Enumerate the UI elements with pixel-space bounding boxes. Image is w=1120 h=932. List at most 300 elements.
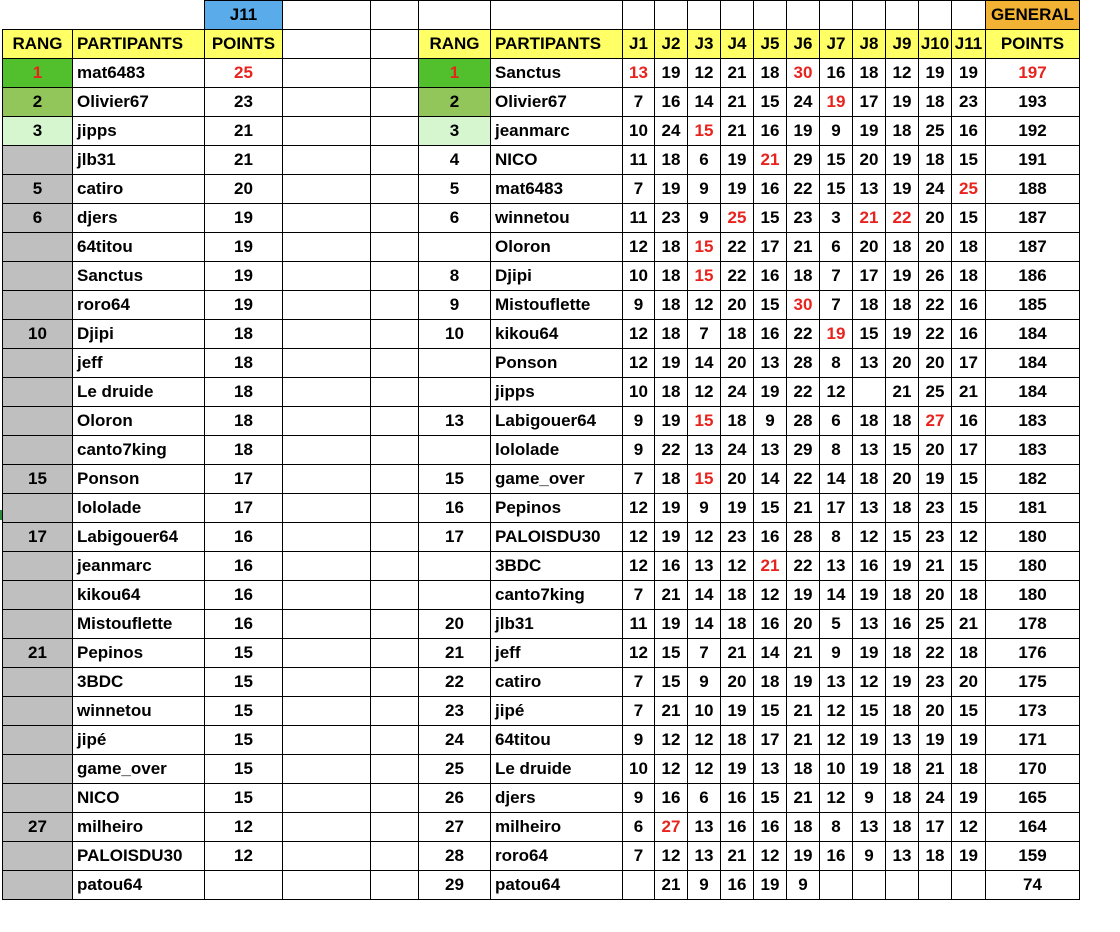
round-score: 18 bbox=[886, 117, 919, 146]
rank-cell bbox=[3, 755, 73, 784]
rank-cell bbox=[3, 291, 73, 320]
round-score: 24 bbox=[919, 784, 952, 813]
spacer-row bbox=[283, 233, 419, 262]
round-score: 20 bbox=[853, 233, 886, 262]
points-cell: 17 bbox=[205, 494, 283, 523]
round-score: 21 bbox=[655, 871, 688, 900]
round-score: 21 bbox=[754, 146, 787, 175]
round-score: 21 bbox=[754, 552, 787, 581]
empty-cell bbox=[371, 436, 419, 465]
participant-name: roro64 bbox=[491, 842, 623, 871]
empty-cell bbox=[283, 755, 371, 784]
table-row bbox=[3, 552, 283, 581]
participant-name: Mistouflette bbox=[491, 291, 623, 320]
round-score: 11 bbox=[623, 146, 655, 175]
empty-cell bbox=[371, 262, 419, 291]
empty-cell bbox=[371, 668, 419, 697]
empty-cell bbox=[371, 523, 419, 552]
round-score: 12 bbox=[952, 813, 986, 842]
participant-name: Pepinos bbox=[491, 494, 623, 523]
empty-cell bbox=[283, 59, 371, 88]
round-score: 18 bbox=[655, 146, 688, 175]
participant-name: milheiro bbox=[73, 813, 205, 842]
participant-name: jipps bbox=[73, 117, 205, 146]
empty-cell bbox=[371, 755, 419, 784]
round-score: 9 bbox=[623, 436, 655, 465]
round-score: 17 bbox=[820, 494, 853, 523]
spacer-row bbox=[283, 378, 419, 407]
participant-name: Oloron bbox=[491, 233, 623, 262]
round-score: 18 bbox=[655, 233, 688, 262]
points-cell: 16 bbox=[205, 581, 283, 610]
round-score bbox=[623, 871, 655, 900]
round-score: 15 bbox=[754, 88, 787, 117]
round-score: 13 bbox=[853, 175, 886, 204]
empty-cell bbox=[283, 871, 371, 900]
round-score: 13 bbox=[853, 813, 886, 842]
round-score: 21 bbox=[853, 204, 886, 233]
round-score: 19 bbox=[886, 146, 919, 175]
round-score: 19 bbox=[655, 407, 688, 436]
round-score: 20 bbox=[721, 349, 754, 378]
round-score: 7 bbox=[623, 668, 655, 697]
round-score: 16 bbox=[754, 320, 787, 349]
points-cell: 15 bbox=[205, 639, 283, 668]
empty-cell bbox=[721, 1, 754, 30]
rank-cell: 21 bbox=[3, 639, 73, 668]
rank-cell: 9 bbox=[419, 291, 491, 320]
spacer-row bbox=[283, 610, 419, 639]
round-score: 21 bbox=[886, 378, 919, 407]
round-score: 12 bbox=[688, 59, 721, 88]
round-header: J7 bbox=[820, 30, 853, 59]
round-score: 6 bbox=[688, 784, 721, 813]
rank-cell: 28 bbox=[419, 842, 491, 871]
spacer-row bbox=[283, 552, 419, 581]
round-score: 21 bbox=[787, 697, 820, 726]
total-points: 184 bbox=[986, 378, 1080, 407]
round-score: 12 bbox=[688, 378, 721, 407]
empty-cell bbox=[371, 639, 419, 668]
rank-cell: 10 bbox=[419, 320, 491, 349]
round-score: 19 bbox=[721, 755, 754, 784]
total-header: POINTS bbox=[986, 30, 1080, 59]
table-row bbox=[3, 755, 283, 784]
empty-cell bbox=[283, 813, 371, 842]
table-row bbox=[419, 871, 1080, 900]
round-score: 9 bbox=[754, 407, 787, 436]
empty-cell bbox=[419, 1, 491, 30]
round-score: 20 bbox=[853, 146, 886, 175]
round-score: 24 bbox=[721, 378, 754, 407]
round-score: 14 bbox=[688, 88, 721, 117]
round-header: J1 bbox=[623, 30, 655, 59]
round-score bbox=[853, 378, 886, 407]
table-row bbox=[3, 871, 283, 900]
round-score: 12 bbox=[623, 494, 655, 523]
table-row bbox=[419, 494, 1080, 523]
spacer-row bbox=[283, 262, 419, 291]
rank-cell: 10 bbox=[3, 320, 73, 349]
round-score: 19 bbox=[820, 320, 853, 349]
round-score: 19 bbox=[952, 842, 986, 871]
round-score: 12 bbox=[623, 349, 655, 378]
round-score: 6 bbox=[688, 146, 721, 175]
participant-name: Labigouer64 bbox=[73, 523, 205, 552]
round-score: 12 bbox=[623, 552, 655, 581]
rank-cell: 23 bbox=[419, 697, 491, 726]
rank-cell bbox=[3, 233, 73, 262]
round-score: 19 bbox=[886, 262, 919, 291]
empty-cell bbox=[371, 581, 419, 610]
participant-name: Sanctus bbox=[491, 59, 623, 88]
empty-cell bbox=[283, 30, 371, 59]
round-score: 18 bbox=[952, 262, 986, 291]
rank-cell: 21 bbox=[419, 639, 491, 668]
round-score: 18 bbox=[655, 378, 688, 407]
round-score: 15 bbox=[688, 262, 721, 291]
round-score: 19 bbox=[952, 784, 986, 813]
total-points: 74 bbox=[986, 871, 1080, 900]
total-points: 180 bbox=[986, 552, 1080, 581]
round-score: 27 bbox=[919, 407, 952, 436]
round-header: J9 bbox=[886, 30, 919, 59]
table-row bbox=[419, 552, 1080, 581]
round-score: 21 bbox=[919, 755, 952, 784]
points-cell: 18 bbox=[205, 378, 283, 407]
total-points: 188 bbox=[986, 175, 1080, 204]
round-score: 18 bbox=[886, 755, 919, 784]
round-score: 18 bbox=[787, 755, 820, 784]
round-score: 16 bbox=[952, 320, 986, 349]
participant-name: Ponson bbox=[491, 349, 623, 378]
round-score: 12 bbox=[655, 726, 688, 755]
round-score: 16 bbox=[655, 552, 688, 581]
round-score: 22 bbox=[919, 639, 952, 668]
total-points: 183 bbox=[986, 436, 1080, 465]
round-score: 13 bbox=[754, 349, 787, 378]
round-score: 21 bbox=[721, 88, 754, 117]
round-score: 21 bbox=[787, 784, 820, 813]
round-score: 23 bbox=[655, 204, 688, 233]
round-score: 15 bbox=[820, 175, 853, 204]
round-score: 22 bbox=[886, 204, 919, 233]
round-score: 16 bbox=[754, 117, 787, 146]
round-score: 12 bbox=[820, 784, 853, 813]
spacer-row bbox=[283, 117, 419, 146]
round-score: 25 bbox=[919, 117, 952, 146]
round-score: 8 bbox=[820, 813, 853, 842]
round-score: 15 bbox=[688, 407, 721, 436]
round-label-row bbox=[3, 1, 283, 30]
table-row bbox=[419, 291, 1080, 320]
participant-name: Djipi bbox=[73, 320, 205, 349]
empty-cell bbox=[283, 465, 371, 494]
round-score: 20 bbox=[919, 436, 952, 465]
round-score: 15 bbox=[886, 436, 919, 465]
total-points: 197 bbox=[986, 59, 1080, 88]
round-score: 10 bbox=[623, 262, 655, 291]
round-score: 28 bbox=[787, 523, 820, 552]
round-score: 25 bbox=[952, 175, 986, 204]
round-score: 16 bbox=[754, 262, 787, 291]
rank-cell bbox=[3, 494, 73, 523]
table-row bbox=[3, 407, 283, 436]
table-row bbox=[3, 610, 283, 639]
header-row bbox=[419, 30, 1080, 59]
round-score: 6 bbox=[820, 407, 853, 436]
total-points: 185 bbox=[986, 291, 1080, 320]
participant-name: lololade bbox=[73, 494, 205, 523]
spacer-row bbox=[283, 407, 419, 436]
spacer-row bbox=[283, 320, 419, 349]
round-score: 16 bbox=[754, 175, 787, 204]
round-score: 18 bbox=[853, 291, 886, 320]
round-score: 10 bbox=[820, 755, 853, 784]
round-score: 15 bbox=[688, 117, 721, 146]
empty-cell bbox=[952, 1, 986, 30]
table-row bbox=[3, 813, 283, 842]
rank-cell bbox=[3, 697, 73, 726]
round-score: 21 bbox=[919, 552, 952, 581]
empty-cell bbox=[371, 784, 419, 813]
points-cell: 19 bbox=[205, 233, 283, 262]
table-row bbox=[3, 842, 283, 871]
round-score: 13 bbox=[688, 813, 721, 842]
rank-cell: 25 bbox=[419, 755, 491, 784]
rank-cell: 15 bbox=[3, 465, 73, 494]
round-score: 19 bbox=[721, 175, 754, 204]
round-score: 16 bbox=[820, 59, 853, 88]
participant-name: milheiro bbox=[491, 813, 623, 842]
round-score: 18 bbox=[853, 59, 886, 88]
round-score: 18 bbox=[721, 407, 754, 436]
round-score: 18 bbox=[952, 233, 986, 262]
round-score: 18 bbox=[754, 668, 787, 697]
round-score: 15 bbox=[952, 552, 986, 581]
round-score: 9 bbox=[820, 639, 853, 668]
rank-cell: 5 bbox=[3, 175, 73, 204]
round-score: 20 bbox=[787, 610, 820, 639]
participants-header: PARTIPANTS bbox=[491, 30, 623, 59]
round-score: 27 bbox=[655, 813, 688, 842]
points-cell bbox=[205, 871, 283, 900]
round-score: 26 bbox=[919, 262, 952, 291]
participant-name: Le druide bbox=[73, 378, 205, 407]
round-score: 18 bbox=[655, 465, 688, 494]
rank-cell bbox=[3, 610, 73, 639]
spacer-row bbox=[283, 1, 419, 30]
empty-cell bbox=[283, 784, 371, 813]
empty-cell bbox=[371, 842, 419, 871]
header-row bbox=[3, 30, 283, 59]
round-score: 19 bbox=[886, 668, 919, 697]
round-score: 19 bbox=[886, 175, 919, 204]
empty-cell bbox=[371, 552, 419, 581]
participant-name: 3BDC bbox=[73, 668, 205, 697]
spacer-row bbox=[283, 436, 419, 465]
round-score: 8 bbox=[820, 436, 853, 465]
empty-cell bbox=[371, 59, 419, 88]
rank-cell bbox=[3, 871, 73, 900]
round-score: 9 bbox=[623, 784, 655, 813]
round-score: 18 bbox=[721, 320, 754, 349]
spacer-columns bbox=[282, 0, 419, 900]
participant-name: kikou64 bbox=[491, 320, 623, 349]
round-score: 19 bbox=[655, 494, 688, 523]
round-score: 13 bbox=[820, 552, 853, 581]
rank-cell: 1 bbox=[419, 59, 491, 88]
round-score: 19 bbox=[919, 59, 952, 88]
participant-name: Labigouer64 bbox=[491, 407, 623, 436]
table-row bbox=[419, 59, 1080, 88]
total-points: 186 bbox=[986, 262, 1080, 291]
rank-cell bbox=[3, 581, 73, 610]
round-score: 13 bbox=[886, 726, 919, 755]
round-score: 15 bbox=[688, 233, 721, 262]
round-score: 15 bbox=[886, 523, 919, 552]
rank-cell bbox=[3, 349, 73, 378]
round-score: 3 bbox=[820, 204, 853, 233]
rank-cell bbox=[419, 581, 491, 610]
round-score: 19 bbox=[655, 59, 688, 88]
table-row bbox=[419, 726, 1080, 755]
round-header: J8 bbox=[853, 30, 886, 59]
empty-cell bbox=[283, 697, 371, 726]
points-cell: 15 bbox=[205, 755, 283, 784]
rank-cell: 17 bbox=[419, 523, 491, 552]
table-row bbox=[3, 436, 283, 465]
spacer-row bbox=[283, 291, 419, 320]
round-score: 22 bbox=[655, 436, 688, 465]
spacer-row bbox=[283, 30, 419, 59]
empty-cell bbox=[371, 610, 419, 639]
points-cell: 15 bbox=[205, 697, 283, 726]
table-row bbox=[3, 204, 283, 233]
spacer-row bbox=[283, 88, 419, 117]
round-score: 11 bbox=[623, 610, 655, 639]
rank-cell: 22 bbox=[419, 668, 491, 697]
round-score: 9 bbox=[688, 175, 721, 204]
round-score bbox=[820, 871, 853, 900]
round-score: 12 bbox=[688, 726, 721, 755]
round-score: 20 bbox=[919, 349, 952, 378]
round-score: 14 bbox=[754, 465, 787, 494]
general-label-row bbox=[419, 1, 1080, 30]
round-score: 6 bbox=[623, 813, 655, 842]
round-score: 25 bbox=[919, 610, 952, 639]
round-score: 7 bbox=[688, 320, 721, 349]
round-score: 10 bbox=[688, 697, 721, 726]
round-score: 15 bbox=[952, 204, 986, 233]
round-score: 18 bbox=[952, 755, 986, 784]
table-row bbox=[3, 117, 283, 146]
empty-cell bbox=[283, 726, 371, 755]
round-score: 18 bbox=[754, 59, 787, 88]
round-score: 15 bbox=[820, 146, 853, 175]
round-score: 16 bbox=[886, 610, 919, 639]
round-score: 18 bbox=[952, 581, 986, 610]
participant-name: jipps bbox=[491, 378, 623, 407]
spacer-row bbox=[283, 639, 419, 668]
round-score: 21 bbox=[721, 842, 754, 871]
round-score: 17 bbox=[754, 233, 787, 262]
total-points: 170 bbox=[986, 755, 1080, 784]
round-score: 19 bbox=[820, 88, 853, 117]
participant-name: PALOISDU30 bbox=[73, 842, 205, 871]
round-score: 17 bbox=[952, 349, 986, 378]
table-row bbox=[419, 349, 1080, 378]
table-row bbox=[3, 784, 283, 813]
rank-cell: 2 bbox=[3, 88, 73, 117]
empty-cell bbox=[371, 320, 419, 349]
round-score: 25 bbox=[919, 378, 952, 407]
participant-name: catiro bbox=[491, 668, 623, 697]
empty-cell bbox=[371, 871, 419, 900]
round-score: 22 bbox=[787, 320, 820, 349]
round-score: 15 bbox=[853, 320, 886, 349]
round-score: 23 bbox=[952, 88, 986, 117]
round-score: 12 bbox=[754, 842, 787, 871]
round-score: 9 bbox=[688, 494, 721, 523]
points-cell: 16 bbox=[205, 610, 283, 639]
table-row bbox=[3, 146, 283, 175]
round-score: 14 bbox=[688, 610, 721, 639]
spacer-row bbox=[283, 523, 419, 552]
rank-cell bbox=[419, 378, 491, 407]
round-score: 24 bbox=[721, 436, 754, 465]
spacer-row bbox=[283, 726, 419, 755]
total-points: 184 bbox=[986, 320, 1080, 349]
round-score: 21 bbox=[787, 233, 820, 262]
rank-cell bbox=[3, 262, 73, 291]
points-cell: 19 bbox=[205, 262, 283, 291]
empty-cell bbox=[371, 233, 419, 262]
table-row bbox=[3, 88, 283, 117]
round-score: 19 bbox=[853, 639, 886, 668]
round-score: 23 bbox=[919, 494, 952, 523]
round-score bbox=[886, 871, 919, 900]
empty-cell bbox=[371, 117, 419, 146]
round-score: 18 bbox=[919, 88, 952, 117]
round-score: 14 bbox=[754, 639, 787, 668]
participant-name: catiro bbox=[73, 175, 205, 204]
empty-cell bbox=[371, 407, 419, 436]
rank-cell: 1 bbox=[3, 59, 73, 88]
round-score: 5 bbox=[820, 610, 853, 639]
total-points: 178 bbox=[986, 610, 1080, 639]
empty-cell bbox=[371, 813, 419, 842]
round-score: 12 bbox=[820, 378, 853, 407]
empty-cell bbox=[283, 146, 371, 175]
table-row bbox=[419, 88, 1080, 117]
spacer-row bbox=[283, 697, 419, 726]
participant-name: jeanmarc bbox=[73, 552, 205, 581]
points-cell: 25 bbox=[205, 59, 283, 88]
empty-cell bbox=[853, 1, 886, 30]
round-score: 20 bbox=[919, 233, 952, 262]
round-score: 28 bbox=[787, 349, 820, 378]
round-score: 18 bbox=[952, 639, 986, 668]
participant-name: patou64 bbox=[491, 871, 623, 900]
participant-name: mat6483 bbox=[491, 175, 623, 204]
table-row bbox=[3, 726, 283, 755]
rank-header: RANG bbox=[3, 30, 73, 59]
participant-name: patou64 bbox=[73, 871, 205, 900]
round-score: 18 bbox=[655, 262, 688, 291]
empty-cell bbox=[283, 262, 371, 291]
round-score: 12 bbox=[853, 523, 886, 552]
